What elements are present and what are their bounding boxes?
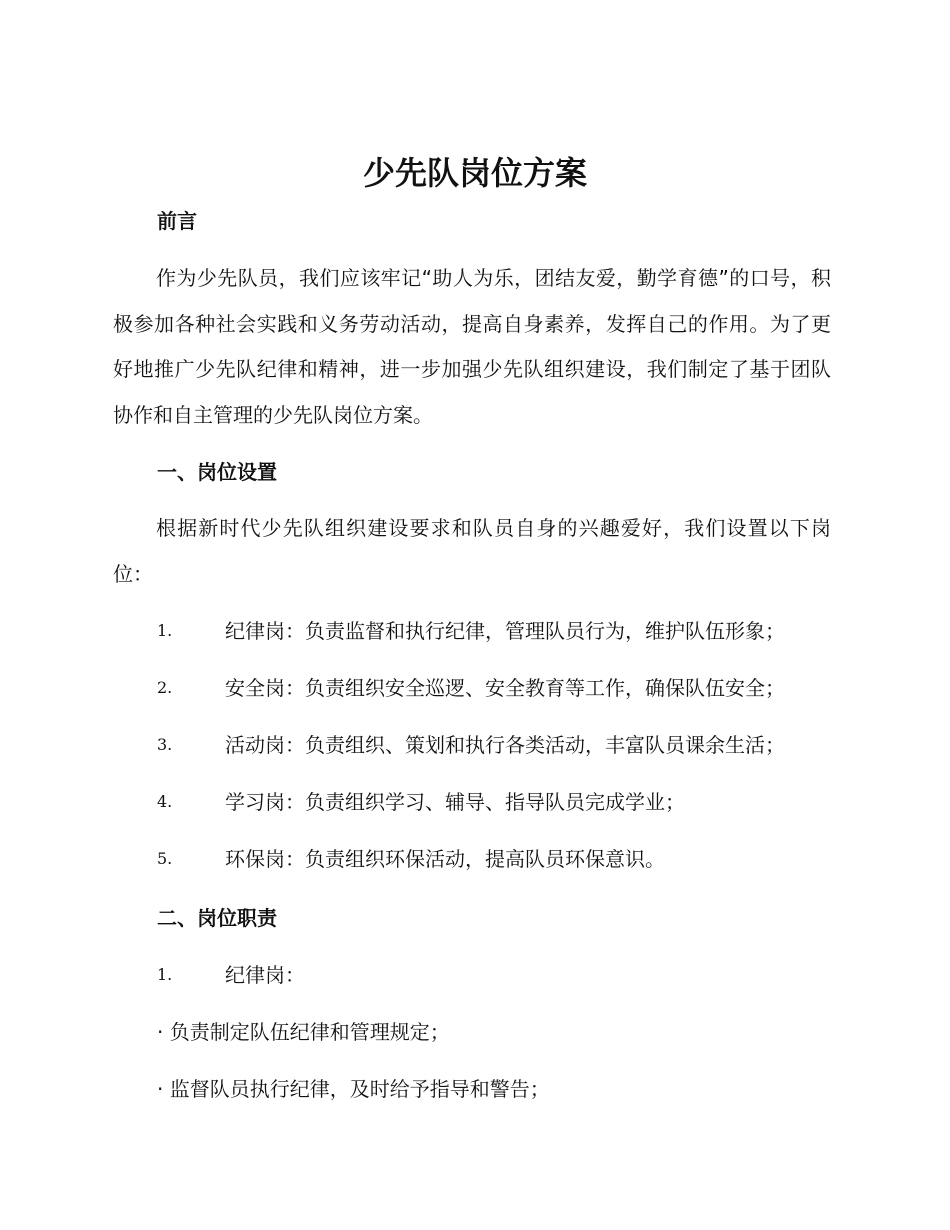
list-number: 1. — [157, 621, 173, 640]
list-text: 学习岗：负责组织学习、辅导、指导队员完成学业； — [225, 790, 685, 814]
list-text: 安全岗：负责组织安全巡逻、安全教育等工作，确保队伍安全； — [225, 676, 785, 700]
list-number: 4. — [157, 792, 173, 811]
bullet-item: · 监督队员执行纪律，及时给予指导和警告； — [157, 1077, 550, 1101]
list-item — [157, 730, 837, 760]
list-item — [157, 673, 837, 703]
list-number: 5. — [157, 849, 173, 868]
list-number: 3. — [157, 735, 173, 754]
list-text: 纪律岗：负责监督和执行纪律，管理队员行为，维护队伍形象； — [225, 619, 785, 643]
section2-heading: 二、岗位职责 — [157, 906, 277, 930]
document-title: 少先队岗位方案 — [362, 154, 587, 192]
list-item — [157, 787, 837, 817]
preface-heading: 前言 — [157, 209, 197, 233]
list-item — [157, 844, 837, 874]
list-text: 活动岗：负责组织、策划和执行各类活动，丰富队员课余生活； — [225, 733, 785, 757]
bullet-item: · 负责制定队伍纪律和管理规定； — [157, 1020, 450, 1044]
list-text: 纪律岗： — [225, 963, 305, 987]
list-text: 环保岗：负责组织环保活动，提高队员环保意识。 — [225, 847, 665, 871]
list-item — [157, 616, 837, 646]
preface-paragraph: 作为少先队员，我们应该牢记“助人为乐，团结友爱，勤学育德”的口号，积极参加各种社会实践和义务劳动活动，提高自身素养，发挥自己的作用。为了更好地推广少先队纪律和精神，进一步加强少先队组织建设，我们制定了基于团队协作和自主管理的少先队岗位方案。 — [113, 266, 831, 427]
list-item — [157, 960, 837, 990]
list-number: 2. — [157, 678, 173, 697]
list-number: 1. — [157, 965, 173, 984]
section1-heading: 一、岗位设置 — [157, 460, 277, 484]
section1-intro: 根据新时代少先队组织建设要求和队员自身的兴趣爱好，我们设置以下岗位： — [113, 516, 831, 586]
